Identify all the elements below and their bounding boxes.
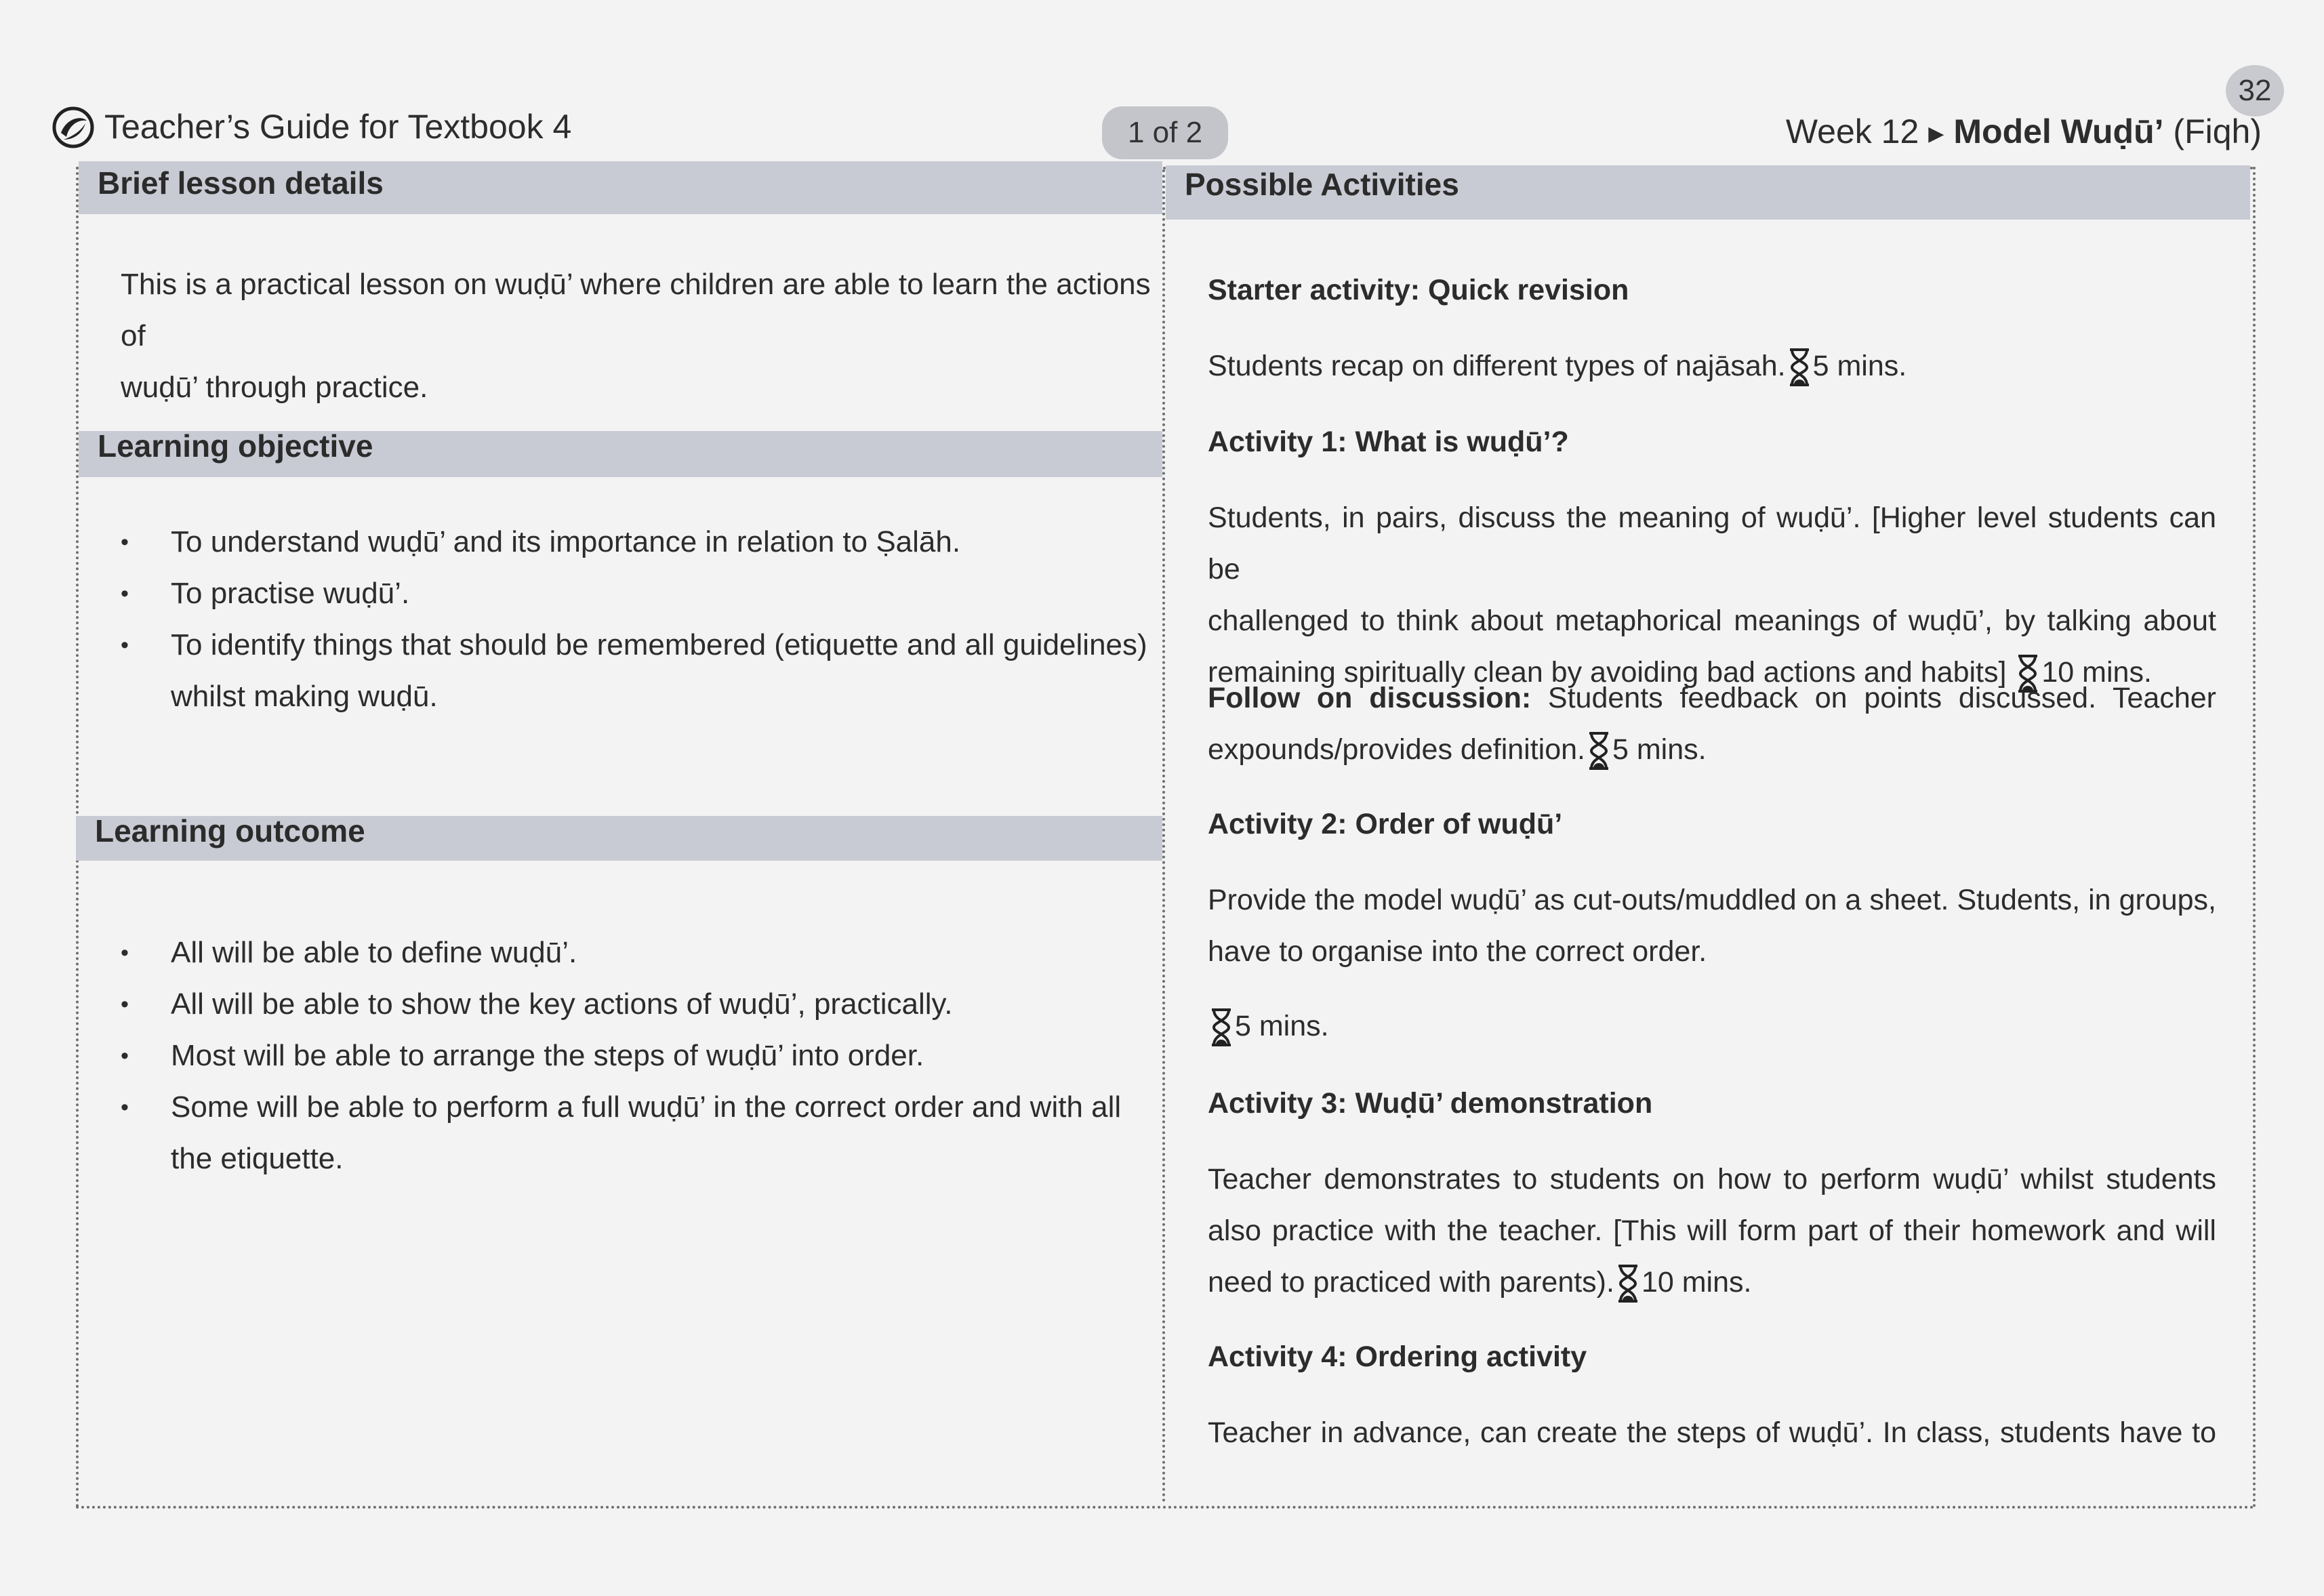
- follow-on-discussion: [1208, 672, 2216, 775]
- guide-title: Teacher’s Guide for Textbook 4: [104, 108, 572, 146]
- column-divider: [1162, 169, 1165, 1503]
- activity-2-time: 5 mins.: [1235, 1010, 1329, 1042]
- hourglass-icon: [1208, 1000, 1235, 1052]
- brief-lesson-heading: Brief lesson details: [79, 161, 1162, 214]
- week-label: Week 12: [1785, 112, 1919, 150]
- activity-3-line: need to practiced with parents).: [1208, 1266, 1614, 1298]
- follow-on-text: Students feedback on points discussed. Teacher: [1531, 682, 2216, 714]
- subject-label: (Fiqh): [2173, 112, 2262, 150]
- learning-outcome-heading: Learning outcome: [76, 816, 1162, 861]
- list-item-continuation: the etiquette.: [171, 1142, 344, 1175]
- brief-line: wuḍū’ through practice.: [121, 371, 428, 404]
- starter-title: Starter activity: Quick revision: [1208, 274, 1629, 306]
- activity-4-title: Activity 4: Ordering activity: [1208, 1341, 1587, 1373]
- hourglass-icon: [1614, 1256, 1642, 1308]
- list-item: • To identify things that should be remembered (etiquette and all guidelines): [80, 619, 1158, 671]
- activity-3: [1208, 1078, 2216, 1308]
- possible-activities-heading: Possible Activities: [1166, 165, 2250, 220]
- brief-lesson-text: [121, 259, 1151, 413]
- list-item: • Most will be able to arrange the steps of wuḍū’ into order.: [80, 1030, 1158, 1082]
- activity-2-line: Provide the model wuḍū’ as cut-outs/muddled on a sheet. Students, in groups,: [1208, 884, 2216, 916]
- list-item: • All will be able to define wuḍū’.: [80, 927, 1158, 979]
- activity-2-title: Activity 2: Order of wuḍū’: [1208, 808, 1563, 840]
- activity-3-line: Teacher demonstrates to students on how to perform wuḍū’ whilst students: [1208, 1163, 2216, 1195]
- list-item: • All will be able to show the key actions of wuḍū’, practically.: [80, 979, 1158, 1030]
- brief-line: This is a practical lesson on wuḍū’ where children are able to learn the actions of: [121, 268, 1151, 352]
- list-item: • Some will be able to perform a full wuḍū’ in the correct order and with all: [80, 1082, 1158, 1133]
- learning-objective-heading: Learning objective: [79, 431, 1162, 477]
- week-lesson-heading: [1786, 112, 2262, 151]
- page-indicator: 1 of 2: [1102, 106, 1228, 159]
- activity-3-line: also practice with the teacher. [This will form part of their homework and will: [1208, 1214, 2216, 1247]
- follow-on-time: 5 mins.: [1612, 733, 1707, 766]
- activity-3-time: 10 mins.: [1641, 1266, 1752, 1298]
- activity-1-line: challenged to think about metaphorical meanings of wuḍū’, by talking about: [1208, 605, 2216, 637]
- activity-1-title: Activity 1: What is wuḍū’?: [1208, 426, 1569, 458]
- activity-3-title: Activity 3: Wuḍū’ demonstration: [1208, 1087, 1653, 1120]
- list-item-continuation: whilst making wuḍū.: [171, 680, 438, 713]
- lesson-title: Model Wuḍū’: [1953, 112, 2164, 150]
- activity-1-line: Students, in pairs, discuss the meaning of wuḍū’. [Higher level students can be: [1208, 502, 2216, 586]
- hourglass-icon: [1585, 724, 1612, 775]
- activity-2: [1208, 798, 2216, 1052]
- activity-1: [1208, 416, 2216, 698]
- activity-1-line: remaining spiritually clean by avoiding bad actions and habits]: [1208, 656, 2007, 689]
- triangle-right-icon: ▶: [1928, 123, 1944, 145]
- activity-1-time: 10 mins.: [2041, 656, 2152, 689]
- starter-time: 5 mins.: [1812, 350, 1907, 382]
- activity-4-line: Teacher in advance, can create the steps of wuḍū’. In class, students have to: [1208, 1416, 2216, 1449]
- follow-on-text: expounds/provides definition.: [1208, 733, 1585, 766]
- starter-activity: [1208, 264, 2216, 392]
- list-item: • To practise wuḍū’.: [80, 568, 1158, 619]
- objective-list: [80, 516, 1158, 722]
- page-number: 32: [2226, 65, 2284, 117]
- publisher-logo-icon: [52, 106, 95, 149]
- list-item: • To understand wuḍū’ and its importance in relation to Ṣalāh.: [80, 516, 1158, 568]
- follow-on-label: Follow on discussion:: [1208, 682, 1532, 714]
- outcome-list: [80, 927, 1158, 1185]
- activity-4: [1208, 1331, 2216, 1458]
- hourglass-icon: [1786, 340, 1813, 392]
- starter-text: Students recap on different types of najāsah.: [1208, 350, 1786, 382]
- activity-2-line: have to organise into the correct order.: [1208, 935, 1707, 968]
